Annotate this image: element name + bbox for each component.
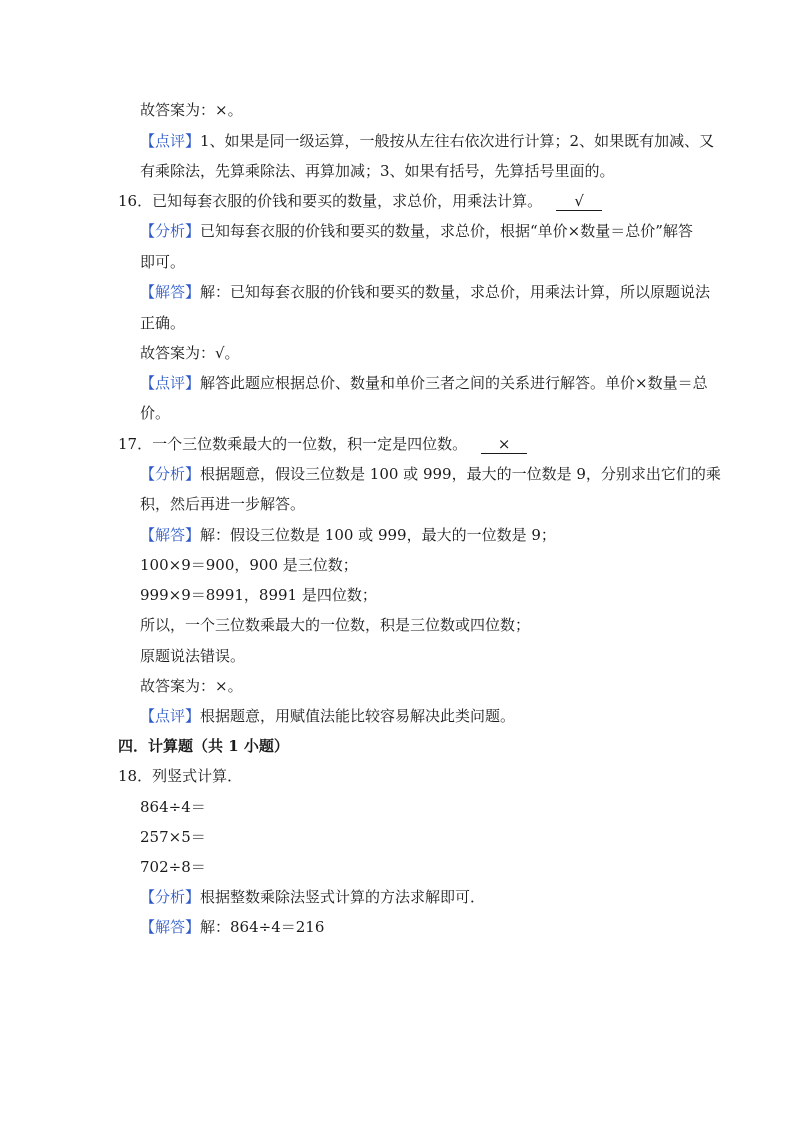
question-number: 16． — [118, 192, 153, 210]
question-number: 18． — [118, 767, 153, 785]
analysis-16-line2: 即可。 — [140, 253, 186, 271]
solution-17-line4: 所以，一个三位数乘最大的一位数，积是三位数或四位数； — [140, 616, 531, 634]
section-heading: 四．计算题（共 1 小题） — [118, 737, 289, 755]
solution-tag: 【解答】 — [140, 283, 201, 301]
comment-17-line1: 【点评】根据题意，用赋值法能比较容易解决此类问题。 — [140, 707, 516, 725]
solution-17-line3: 999×9＝8991，8991 是四位数； — [140, 586, 377, 604]
answer-blank: × — [481, 435, 527, 454]
solution-18-line1: 【解答】解：864÷4＝216 — [140, 918, 325, 936]
answer-line-15: 故答案为：×。 — [140, 101, 243, 119]
question-18: 18．列竖式计算． — [118, 767, 243, 785]
analysis-tag: 【分析】 — [140, 222, 201, 240]
expression-2: 257×5＝ — [140, 828, 206, 846]
answer-blank: √ — [556, 192, 602, 211]
answer-line-17: 故答案为：×。 — [140, 677, 243, 695]
expression-1: 864÷4＝ — [140, 798, 206, 816]
analysis-17-line2: 积，然后再进一步解答。 — [140, 495, 306, 513]
solution-tag: 【解答】 — [140, 918, 201, 936]
expression-3: 702÷8＝ — [140, 858, 206, 876]
answer-line-16: 故答案为：√。 — [140, 344, 240, 362]
comment-16-line2: 价。 — [140, 404, 171, 422]
analysis-tag: 【分析】 — [140, 888, 201, 906]
comment-16-line1: 【点评】解答此题应根据总价、数量和单价三者之间的关系进行解答。单价×数量＝总 — [140, 374, 708, 392]
question-16: 16．已知每套衣服的价钱和要买的数量，求总价，用乘法计算。 √ — [118, 191, 602, 211]
comment-15-line2: 有乘除法，先算乘除法、再算加减；3、如果有括号，先算括号里面的。 — [140, 162, 615, 180]
analysis-16-line1: 【分析】已知每套衣服的价钱和要买的数量，求总价，根据“单价×数量＝总价”解答 — [140, 222, 693, 240]
solution-17-line5: 原题说法错误。 — [140, 647, 246, 665]
comment-tag: 【点评】 — [140, 374, 201, 392]
comment-15-line1: 【点评】1、如果是同一级运算，一般按从左往右依次进行计算；2、如果既有加减、又 — [140, 132, 715, 150]
comment-tag: 【点评】 — [140, 707, 201, 725]
question-17: 17．一个三位数乘最大的一位数，积一定是四位数。 × — [118, 434, 527, 454]
question-number: 17． — [118, 435, 153, 453]
solution-16-line1: 【解答】解：已知每套衣服的价钱和要买的数量，求总价，用乘法计算，所以原题说法 — [140, 283, 711, 301]
solution-17-line1: 【解答】解：假设三位数是 100 或 999，最大的一位数是 9； — [140, 526, 556, 544]
comment-tag: 【点评】 — [140, 132, 201, 150]
analysis-17-line1: 【分析】根据题意，假设三位数是 100 或 999，最大的一位数是 9，分别求出它们的乘 — [140, 465, 721, 483]
analysis-tag: 【分析】 — [140, 465, 201, 483]
solution-tag: 【解答】 — [140, 526, 201, 544]
analysis-18-line1: 【分析】根据整数乘除法竖式计算的方法求解即可． — [140, 888, 486, 906]
solution-16-line2: 正确。 — [140, 314, 186, 332]
solution-17-line2: 100×9＝900，900 是三位数； — [140, 556, 358, 574]
